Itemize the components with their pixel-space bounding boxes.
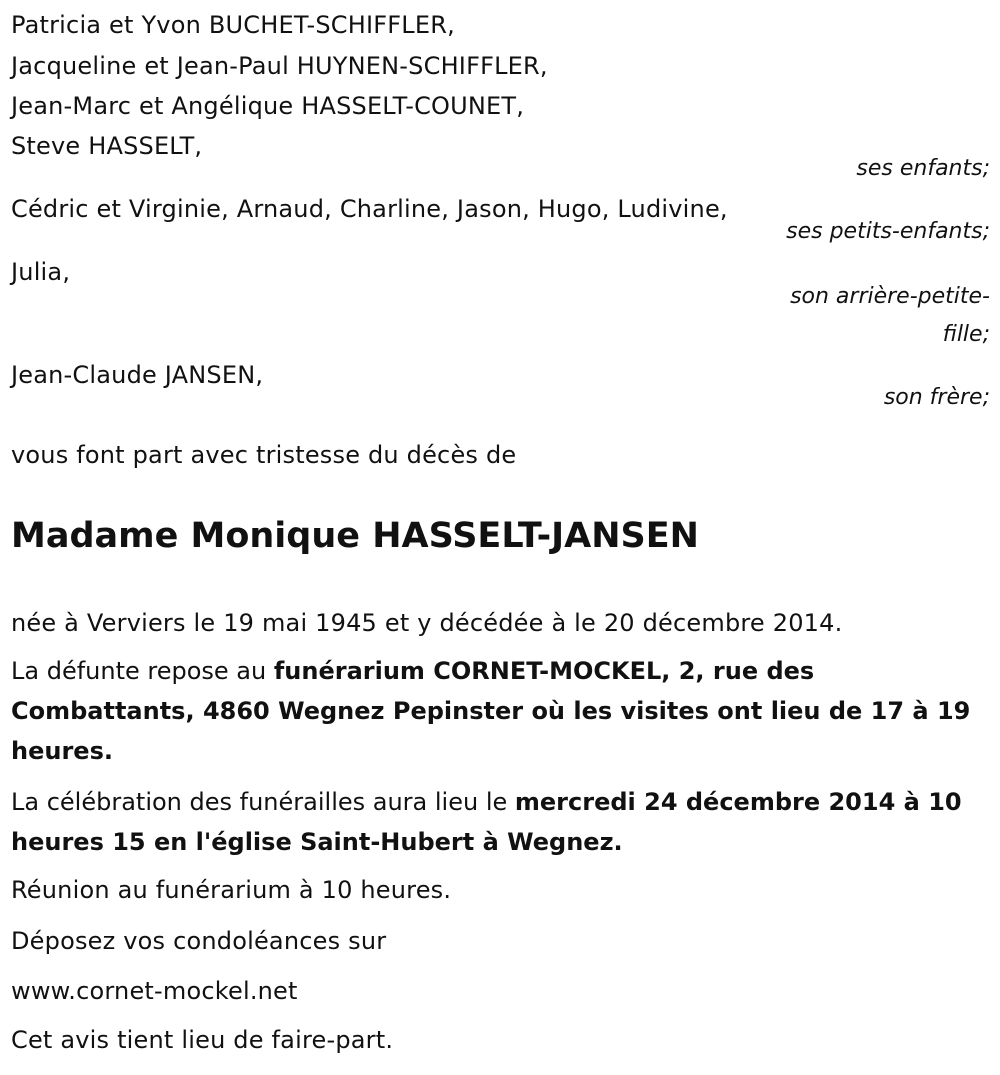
website-text: www.cornet-mockel.net — [11, 977, 298, 1005]
funeral-paragraph — [11, 782, 991, 862]
deceased-name: Madame Monique HASSELT-JANSEN — [11, 516, 699, 556]
reunion-text: Réunion au funérarium à 10 heures. — [11, 876, 452, 904]
family-child-line-4: Steve HASSELT, — [11, 132, 203, 160]
birth-death-text: née à Verviers le 19 mai 1945 et y décédée à le 20 décembre 2014. — [11, 609, 843, 637]
funeral-details: mercredi 24 décembre 2014 à 10 heures 15 en l'église Saint-Hubert à Wegnez. — [11, 788, 962, 856]
closing-text: Cet avis tient lieu de faire-part. — [11, 1026, 394, 1054]
grandchildren-line: Cédric et Virginie, Arnaud, Charline, Jason, Hugo, Ludivine, — [11, 195, 728, 223]
rest-prefix: La défunte repose au — [11, 657, 274, 685]
great-grandchild-role-line-1: son arrière-petite- — [790, 284, 990, 309]
family-child-line-3: Jean-Marc et Angélique HASSELT-COUNET, — [11, 92, 525, 120]
announcement-text: vous font part avec tristesse du décès de — [11, 441, 517, 469]
condolences-text: Déposez vos condoléances sur — [11, 927, 387, 955]
children-role: ses enfants; — [856, 156, 990, 181]
rest-paragraph — [11, 651, 991, 771]
great-grandchild-role-line-2: fille; — [942, 322, 990, 347]
family-child-line-1: Patricia et Yvon BUCHET-SCHIFFLER, — [11, 11, 455, 39]
great-grandchild-line: Julia, — [11, 258, 71, 286]
brother-line: Jean-Claude JANSEN, — [11, 361, 264, 389]
brother-role: son frère; — [883, 385, 990, 410]
family-child-line-2: Jacqueline et Jean-Paul HUYNEN-SCHIFFLER, — [11, 52, 548, 80]
grandchildren-role: ses petits-enfants; — [786, 219, 990, 244]
rest-location: funérarium CORNET-MOCKEL, 2, rue des Combattants, 4860 Wegnez Pepinster où les visites ont lieu de 17 à 19 heures. — [11, 657, 971, 765]
funeral-prefix: La célébration des funérailles aura lieu le — [11, 788, 515, 816]
